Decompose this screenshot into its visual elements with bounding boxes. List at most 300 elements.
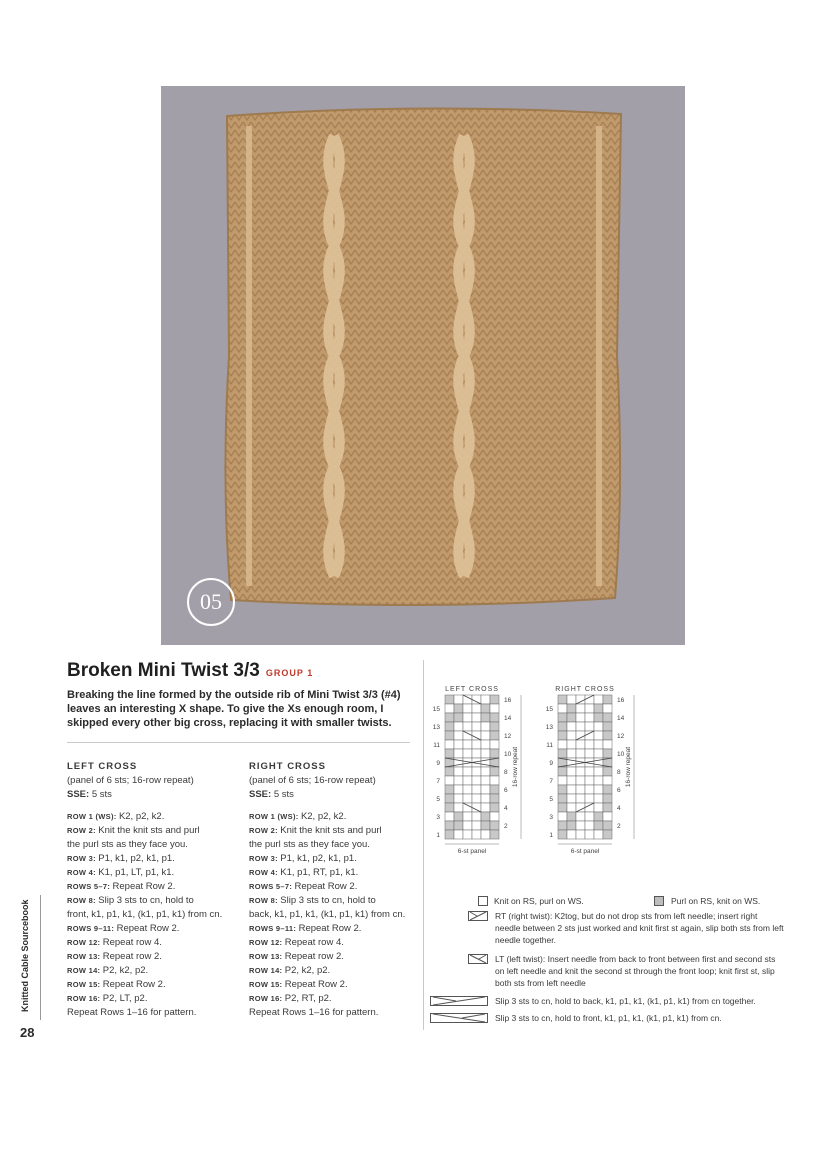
row-text: Slip 3 sts to cn, hold to xyxy=(98,895,194,906)
row-text: Knit the knit sts and purl xyxy=(280,825,382,836)
chart-cell xyxy=(558,740,567,749)
chart-cell xyxy=(481,812,490,821)
row-label: ROW 14: xyxy=(67,966,103,975)
chart-cell xyxy=(472,812,481,821)
right-heading: RIGHT CROSS xyxy=(249,761,326,772)
chart-cell xyxy=(603,821,612,830)
chart-cell xyxy=(558,776,567,785)
chart-cell xyxy=(463,713,472,722)
row-label: ROW 16: xyxy=(249,994,285,1003)
row-text: K2, p2, k2. xyxy=(300,811,347,822)
row-number: 8 xyxy=(617,769,621,776)
chart-cell xyxy=(481,749,490,758)
row-number: 2 xyxy=(504,823,508,830)
row-label: ROW 8: xyxy=(67,896,99,905)
row-number: 6 xyxy=(504,787,508,794)
chart-cell xyxy=(585,749,594,758)
chart-cell xyxy=(558,785,567,794)
chart-cell xyxy=(567,812,576,821)
row-number: 9 xyxy=(436,760,440,767)
right-rows xyxy=(249,810,424,1006)
row-text: Repeat Row 2. xyxy=(298,923,362,934)
instruction-row xyxy=(249,838,424,852)
row-text: the purl sts as they face you. xyxy=(249,839,370,850)
instruction-row xyxy=(249,880,424,894)
row-text: Repeat row 4. xyxy=(102,937,162,948)
chart-cell xyxy=(576,830,585,839)
chart-cell xyxy=(472,767,481,776)
instruction-row xyxy=(67,964,242,978)
chart-cell xyxy=(567,722,576,731)
left-footer: Repeat Rows 1–16 for pattern. xyxy=(67,1007,197,1018)
chart-cell xyxy=(576,812,585,821)
chart-cell xyxy=(585,812,594,821)
chart-cell xyxy=(463,704,472,713)
knitted-swatch-image xyxy=(219,106,629,606)
row-label: ROW 4: xyxy=(249,868,281,877)
chart-cell xyxy=(558,722,567,731)
chart-cell xyxy=(490,830,499,839)
row-text: Knit the knit sts and purl xyxy=(98,825,200,836)
chart-cell xyxy=(454,830,463,839)
row-label: ROW 16: xyxy=(67,994,103,1003)
instruction-row xyxy=(249,908,424,922)
row-number: 1 xyxy=(436,832,440,839)
repeat-label: 16-row repeat xyxy=(512,746,519,788)
row-number: 3 xyxy=(436,814,440,821)
row-label: ROW 1 (WS): xyxy=(249,812,301,821)
chart-cell xyxy=(454,803,463,812)
chart-cell xyxy=(463,803,472,812)
chart-cell xyxy=(594,731,603,740)
chart-cell xyxy=(445,695,454,704)
instruction-row xyxy=(67,852,242,866)
chart-cell xyxy=(576,740,585,749)
chart-cell xyxy=(463,821,472,830)
row-number: 7 xyxy=(549,778,553,785)
chart-cell xyxy=(481,821,490,830)
chart-cell xyxy=(585,821,594,830)
chart-cell xyxy=(481,740,490,749)
row-label: ROW 15: xyxy=(67,980,103,989)
chart-cell xyxy=(585,704,594,713)
instruction-row xyxy=(67,978,242,992)
chart-cell xyxy=(490,767,499,776)
chart-cell xyxy=(576,695,585,704)
row-label: ROW 13: xyxy=(249,952,285,961)
row-number: 7 xyxy=(436,778,440,785)
chart-cell xyxy=(585,794,594,803)
chart-cell xyxy=(594,722,603,731)
row-label: ROW 2: xyxy=(67,826,99,835)
instruction-row xyxy=(67,922,242,936)
pattern-number-badge: 05 xyxy=(187,578,235,626)
row-label: ROW 12: xyxy=(249,938,285,947)
chart-cell xyxy=(594,695,603,704)
row-number: 15 xyxy=(432,706,440,713)
instruction-row xyxy=(67,950,242,964)
panel-label: 6-st panel xyxy=(457,848,487,855)
pattern-title: Broken Mini Twist 3/3 xyxy=(67,660,260,681)
chart-cell xyxy=(454,794,463,803)
chart-cell xyxy=(463,794,472,803)
row-number: 6 xyxy=(617,787,621,794)
chart-cell xyxy=(445,812,454,821)
left-rows xyxy=(67,810,242,1006)
chart-cell xyxy=(603,740,612,749)
chart-cell xyxy=(603,731,612,740)
panel-label: 6-st panel xyxy=(570,848,600,855)
chart-cell xyxy=(558,695,567,704)
chart-cell xyxy=(490,722,499,731)
group-label: GROUP 1 xyxy=(265,668,314,678)
chart-cell xyxy=(445,830,454,839)
chart-cell xyxy=(454,704,463,713)
chart-cell xyxy=(567,704,576,713)
chart-cell xyxy=(558,731,567,740)
chart-cell xyxy=(594,812,603,821)
row-text: Repeat Row 2. xyxy=(116,923,180,934)
row-text: P2, RT, p2. xyxy=(284,993,332,1004)
right-twist-icon xyxy=(468,911,488,921)
chart-cell xyxy=(603,794,612,803)
chart-cell xyxy=(463,749,472,758)
row-text: Repeat Row 2. xyxy=(294,881,358,892)
chart-cell xyxy=(481,731,490,740)
knitting-charts xyxy=(425,685,655,885)
chart-cell xyxy=(567,731,576,740)
chart-cell xyxy=(576,767,585,776)
chart-cell xyxy=(490,812,499,821)
row-number: 11 xyxy=(433,742,440,749)
chart-cell xyxy=(445,776,454,785)
row-number: 11 xyxy=(546,742,553,749)
chart-cell xyxy=(463,731,472,740)
chart-cell xyxy=(472,740,481,749)
chart-cell xyxy=(576,776,585,785)
right-panel: (panel of 6 sts; 16-row repeat) xyxy=(249,775,376,786)
chart-cell xyxy=(594,830,603,839)
chart-cell xyxy=(567,794,576,803)
row-number: 2 xyxy=(617,823,621,830)
left-twist-icon xyxy=(468,954,488,964)
row-number: 10 xyxy=(504,751,512,758)
row-text: Repeat Row 2. xyxy=(112,881,176,892)
chart-title: LEFT CROSS xyxy=(445,686,499,693)
chart-cell xyxy=(567,803,576,812)
chart-cell xyxy=(454,722,463,731)
chart-cell xyxy=(445,740,454,749)
chart-cell xyxy=(454,821,463,830)
chart-cell xyxy=(594,803,603,812)
row-number: 16 xyxy=(617,697,625,704)
chart-cell xyxy=(481,776,490,785)
chart-cell xyxy=(445,713,454,722)
chart-cell xyxy=(603,704,612,713)
chart-cell xyxy=(472,785,481,794)
chart-cell xyxy=(558,704,567,713)
chart-cell xyxy=(445,704,454,713)
chart-cell xyxy=(445,722,454,731)
purl-square-icon xyxy=(654,896,664,906)
chart-cell xyxy=(472,776,481,785)
chart-cell xyxy=(576,731,585,740)
chart-cell xyxy=(445,767,454,776)
chart-cell xyxy=(490,785,499,794)
chart-cell xyxy=(481,767,490,776)
chart-cell xyxy=(481,830,490,839)
row-text: K1, p1, LT, p1, k1. xyxy=(98,867,175,878)
row-number: 14 xyxy=(617,715,625,722)
chart-cell xyxy=(472,830,481,839)
chart-cell xyxy=(576,785,585,794)
row-number: 1 xyxy=(549,832,553,839)
chart-cell xyxy=(567,695,576,704)
chart-cell xyxy=(558,749,567,758)
chart-cell xyxy=(445,785,454,794)
chart-cell xyxy=(472,794,481,803)
chart-cell xyxy=(594,749,603,758)
chart-cell xyxy=(463,740,472,749)
row-number: 15 xyxy=(545,706,553,713)
instruction-row xyxy=(249,824,424,838)
instruction-row xyxy=(249,992,424,1006)
chart-cell xyxy=(576,794,585,803)
instruction-row xyxy=(67,880,242,894)
chart-cell xyxy=(576,713,585,722)
row-label: ROW 2: xyxy=(249,826,281,835)
chart-cell xyxy=(490,740,499,749)
chart-cell xyxy=(576,722,585,731)
instruction-row xyxy=(249,922,424,936)
chart-cell xyxy=(490,713,499,722)
chart-cell xyxy=(594,794,603,803)
row-number: 4 xyxy=(504,805,508,812)
chart-cell xyxy=(472,803,481,812)
chart-cell xyxy=(603,722,612,731)
chart-cell xyxy=(490,695,499,704)
chart-cell xyxy=(585,740,594,749)
row-label: ROWS 5–7: xyxy=(67,882,113,891)
chart-cell xyxy=(585,695,594,704)
row-label: ROW 15: xyxy=(249,980,285,989)
chart-cell xyxy=(576,749,585,758)
row-number: 13 xyxy=(545,724,553,731)
instruction-row xyxy=(67,810,242,824)
row-text: P2, k2, p2. xyxy=(284,965,331,976)
instruction-row xyxy=(249,866,424,880)
chart-cell xyxy=(603,713,612,722)
row-number: 5 xyxy=(436,796,440,803)
chart-cell xyxy=(445,749,454,758)
chart-cell xyxy=(585,830,594,839)
instruction-row xyxy=(67,824,242,838)
chart-cell xyxy=(463,722,472,731)
chart-cell xyxy=(567,713,576,722)
instruction-row xyxy=(67,992,242,1006)
instruction-row xyxy=(249,894,424,908)
chart-cell xyxy=(454,740,463,749)
instruction-row xyxy=(67,894,242,908)
row-number: 4 xyxy=(617,805,621,812)
instruction-row xyxy=(249,810,424,824)
chart-cell xyxy=(585,785,594,794)
row-text: P1, k1, p2, k1, p1. xyxy=(280,853,357,864)
chart-cell xyxy=(594,713,603,722)
instruction-row xyxy=(67,838,242,852)
chart-cell xyxy=(576,803,585,812)
chart-cell xyxy=(558,830,567,839)
chart-cell xyxy=(594,767,603,776)
chart-cell xyxy=(472,722,481,731)
divider xyxy=(67,742,410,743)
instruction-row xyxy=(67,936,242,950)
chart-cell xyxy=(472,713,481,722)
chart-cell xyxy=(558,821,567,830)
chart-cell xyxy=(472,731,481,740)
chart-cell xyxy=(481,803,490,812)
chart-cell xyxy=(576,704,585,713)
chart-cell xyxy=(454,713,463,722)
row-text: K1, p1, RT, p1, k1. xyxy=(280,867,359,878)
chart-cell xyxy=(472,695,481,704)
right-sse: SSE: 5 sts xyxy=(249,789,294,800)
left-cross-instructions xyxy=(67,760,242,1020)
chart-cell xyxy=(567,821,576,830)
chart-cell xyxy=(585,767,594,776)
row-label: ROWS 9–11: xyxy=(249,924,299,933)
instruction-row xyxy=(67,908,242,922)
row-number: 12 xyxy=(617,733,625,740)
chart-cell xyxy=(490,794,499,803)
chart-cell xyxy=(585,776,594,785)
chart-cell xyxy=(490,776,499,785)
chart-cell xyxy=(481,794,490,803)
row-text: P1, k1, p2, k1, p1. xyxy=(98,853,175,864)
row-label: ROWS 9–11: xyxy=(67,924,117,933)
chart-cell xyxy=(454,785,463,794)
row-number: 16 xyxy=(504,697,512,704)
chart-cell xyxy=(481,704,490,713)
chart-cell xyxy=(558,713,567,722)
row-label: ROWS 5–7: xyxy=(249,882,295,891)
row-number: 12 xyxy=(504,733,512,740)
row-label: ROW 4: xyxy=(67,868,99,877)
row-text: back, k1, p1, k1, (k1, p1, k1) from cn. xyxy=(249,909,406,920)
chart-cell xyxy=(445,794,454,803)
chart-cell xyxy=(463,776,472,785)
chart-cell xyxy=(481,695,490,704)
left-sse: SSE: 5 sts xyxy=(67,789,112,800)
chart-cell xyxy=(558,767,567,776)
chart-cell xyxy=(603,776,612,785)
intro-text: Breaking the line formed by the outside rib of Mini Twist 3/3 (#4) leaves an interesting X shape. To give the Xs enough room, I skipped every other big cross, replacing it with smaller twists. xyxy=(67,689,401,729)
row-text: P2, k2, p2. xyxy=(102,965,149,976)
page-number: 28 xyxy=(20,1025,35,1040)
chart-cell xyxy=(463,812,472,821)
chart-cell xyxy=(603,803,612,812)
chart-cell xyxy=(463,830,472,839)
chart-cell xyxy=(490,731,499,740)
chart-cell xyxy=(594,704,603,713)
chart-cell xyxy=(594,785,603,794)
chart-cell xyxy=(454,749,463,758)
chart-cell xyxy=(481,722,490,731)
row-text: Repeat row 4. xyxy=(284,937,344,948)
chart-cell xyxy=(463,767,472,776)
chart-cell xyxy=(463,785,472,794)
chart-cell xyxy=(481,785,490,794)
row-label: ROW 13: xyxy=(67,952,103,961)
repeat-label: 16-row repeat xyxy=(625,746,632,788)
chart-cell xyxy=(594,821,603,830)
chart-cell xyxy=(585,722,594,731)
chart-cell xyxy=(567,740,576,749)
chart-cell xyxy=(585,803,594,812)
chart-cell xyxy=(445,731,454,740)
row-text: the purl sts as they face you. xyxy=(67,839,188,850)
row-number: 13 xyxy=(432,724,440,731)
chart-cell xyxy=(603,812,612,821)
chart-cell xyxy=(481,713,490,722)
chart-cell xyxy=(463,695,472,704)
chart-cell xyxy=(603,767,612,776)
chart-cell xyxy=(603,785,612,794)
row-text: Slip 3 sts to cn, hold to xyxy=(280,895,376,906)
instruction-row xyxy=(249,978,424,992)
sidebar-rule xyxy=(40,895,41,1020)
row-label: ROW 8: xyxy=(249,896,281,905)
instruction-row xyxy=(67,866,242,880)
chart-cell xyxy=(472,821,481,830)
chart-cell xyxy=(454,776,463,785)
row-text: K2, p2, k2. xyxy=(118,811,165,822)
row-text: P2, LT, p2. xyxy=(102,993,148,1004)
row-text: Repeat row 2. xyxy=(284,951,344,962)
row-label: ROW 1 (WS): xyxy=(67,812,119,821)
chart-title: RIGHT CROSS xyxy=(555,686,615,693)
row-text: Repeat Row 2. xyxy=(102,979,166,990)
chart-cell xyxy=(576,821,585,830)
row-number: 14 xyxy=(504,715,512,722)
chart-cell xyxy=(558,794,567,803)
row-number: 9 xyxy=(549,760,553,767)
chart-cell xyxy=(585,713,594,722)
instruction-row xyxy=(249,936,424,950)
row-label: ROW 3: xyxy=(67,854,99,863)
chart-cell xyxy=(445,821,454,830)
row-text: front, k1, p1, k1, (k1, p1, k1) from cn. xyxy=(67,909,223,920)
row-label: ROW 12: xyxy=(67,938,103,947)
chart-cell xyxy=(603,749,612,758)
row-label: ROW 14: xyxy=(249,966,285,975)
chart-cell xyxy=(567,749,576,758)
row-number: 3 xyxy=(549,814,553,821)
chart-cell xyxy=(567,776,576,785)
chart-cell xyxy=(567,767,576,776)
page-title xyxy=(67,660,313,682)
row-label: ROW 3: xyxy=(249,854,281,863)
chart-cell xyxy=(490,704,499,713)
knit-square-icon xyxy=(478,896,488,906)
left-heading: LEFT CROSS xyxy=(67,761,138,772)
chart-cell xyxy=(585,731,594,740)
chart-cell xyxy=(472,704,481,713)
chart-cell xyxy=(567,785,576,794)
chart-cell xyxy=(472,749,481,758)
right-cross-instructions xyxy=(249,760,424,1020)
row-number: 10 xyxy=(617,751,625,758)
